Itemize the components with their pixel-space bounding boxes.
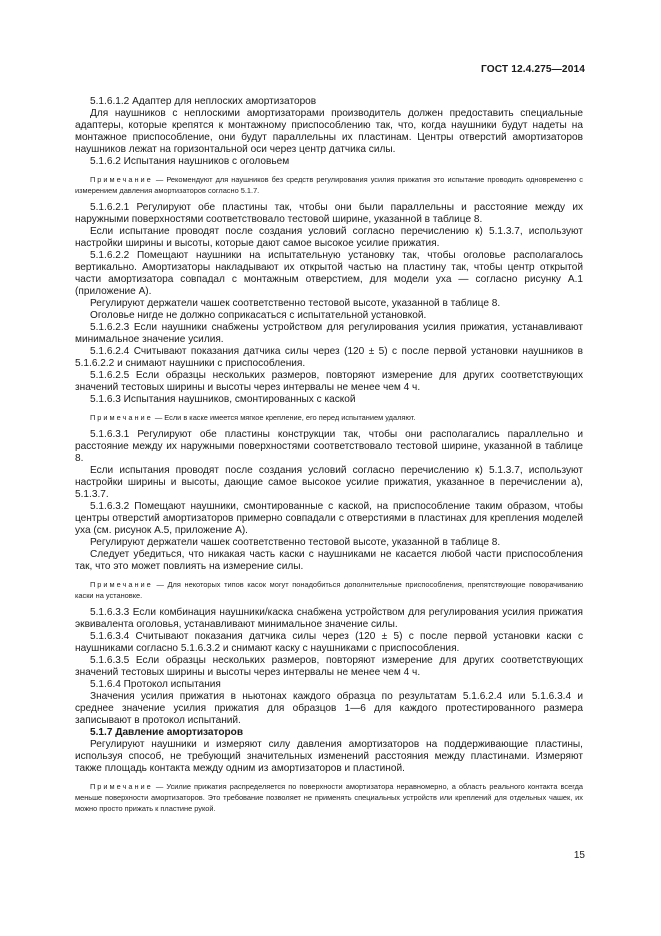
paragraph: Следует убедиться, что никакая часть каски с наушниками не касается любой части приспособления так, что это может повлиять на измерение силы. — [75, 549, 583, 572]
note-lead: Примечание — [90, 175, 153, 184]
note-text: — Усилие прижатия распределяется по поверхности амортизатора неравномерно, а область реального контакта всегда меньше поверхности амортизаторов. Это требование позволяет не применять специальных устройств или креплений для отдельных чашек, их можно просто прижать к пластине рукой. — [75, 782, 583, 813]
note — [75, 579, 583, 601]
section-heading: 5.1.7 Давление амортизаторов — [90, 727, 244, 738]
subsection-heading: 5.1.6.4 Протокол испытания — [90, 679, 221, 690]
paragraph: Если испытание проводят после создания условий согласно перечислению к) 5.1.3.7, используют настройки ширины и высоты, которые дают самое высокое усилие прижатия. — [75, 226, 583, 249]
paragraph: Если испытания проводят после создания условий согласно перечислению к) 5.1.3.7, используют настройки ширины и высоты, дающие самое высокое усилие прижатия, указанное в перечислении а), 5.1.3.7. — [75, 465, 583, 500]
page-number: 15 — [573, 850, 585, 861]
paragraph: Регулируют держатели чашек соответственно тестовой высоте, указанной в таблице 8. — [90, 537, 501, 548]
paragraph: 5.1.6.3.3 Если комбинация наушники/каска снабжена устройством для регулирования усилия прижатия эквивалента оголовья, устанавливают минимальное значение силы. — [75, 607, 583, 630]
note-lead: Примечание — [90, 580, 153, 589]
subsection-heading: 5.1.6.3 Испытания наушников, смонтированных с каской — [90, 394, 356, 405]
subsection-heading: 5.1.6.2 Испытания наушников с оголовьем — [90, 156, 290, 167]
note — [75, 781, 583, 814]
note — [75, 174, 583, 196]
paragraph: 5.1.6.3.1 Регулируют обе пластины конструкции так, чтобы они располагались параллельно и расстояние между их наружными поверхностями соответствовало тестовой ширине, указанной в таблице 8. — [75, 429, 583, 464]
note-text: — Рекомендуют для наушников без средств регулирования усилия прижатия это испытание проводить одновременно с измерением давления амортизаторов согласно 5.1.7. — [75, 175, 583, 195]
paragraph: 5.1.6.2.3 Если наушники снабжены устройством для регулирования усилия прижатия, устанавливают минимальное значение усилия. — [75, 322, 583, 345]
paragraph: Для наушников с неплоскими амортизаторами производитель должен предоставить специальные адаптеры, которые крепятся к монтажному приспособлению так, что, когда наушники будут надеты на монтажное приспособление, они будут параллельны их пластинам. Центры отверстий амортизаторов наушников лежат на горизонтальной оси через центр датчика силы. — [75, 108, 583, 155]
note-lead: Примечание — [90, 413, 153, 422]
paragraph: Оголовье нигде не должно соприкасаться с испытательной установкой. — [90, 310, 427, 321]
paragraph: Регулируют держатели чашек соответственно тестовой высоте, указанной в таблице 8. — [90, 298, 501, 309]
document-body — [75, 96, 583, 820]
paragraph: 5.1.6.3.2 Помещают наушники, смонтированные с каской, на приспособление таким образом, чтобы центры отверстий амортизаторов примерно совпадали с отверстиями в пластинах для крепления моделей уха (см. рисунок А.5, приложение А). — [75, 501, 583, 536]
paragraph: 5.1.6.3.5 Если образцы нескольких размеров, повторяют измерение для других соответствующих значений тестовых ширины и высоты через интервалы не менее чем 4 ч. — [75, 655, 583, 678]
paragraph: 5.1.6.1.2 Адаптер для неплоских амортизаторов — [90, 96, 317, 107]
paragraph: 5.1.6.3.4 Считывают показания датчика силы через (120 ± 5) с после первой установки каски с наушниками согласно 5.1.6.3.2 и снимают каску с наушниками с приспособления. — [75, 631, 583, 654]
note-lead: Примечание — [90, 782, 153, 791]
standard-code-header: ГОСТ 12.4.275—2014 — [480, 64, 585, 75]
paragraph: Регулируют наушники и измеряют силу давления амортизаторов на поддерживающие пластины, используя способ, не требующий значительных изменений расстояния между пластинами. Измеряют также площадь контакта между одним из амортизаторов и пластиной. — [75, 739, 583, 774]
paragraph: 5.1.6.2.5 Если образцы нескольких размеров, повторяют измерение для других соответствующих значений тестовых ширины и высоты через интервалы не менее чем 4 ч. — [75, 370, 583, 393]
paragraph: 5.1.6.2.2 Помещают наушники на испытательную установку так, чтобы оголовье располагалось вертикально. Амортизаторы накладывают их открытой частью на пластину так, чтобы центр открытой части амортизатора совпадал с монтажным отверстием, для модели уха — согласно рисунку А.1 (приложение А). — [75, 250, 583, 297]
paragraph: Значения усилия прижатия в ньютонах каждого образца по результатам 5.1.6.2.4 или 5.1.6.3.4 и среднее значение усилия прижатия для образцов 1—6 для каждого протестированного размера записывают в протокол испытаний. — [75, 691, 583, 726]
note — [75, 412, 583, 423]
paragraph: 5.1.6.2.1 Регулируют обе пластины так, чтобы они были параллельны и расстояние между их наружными поверхностями соответствовало тестовой ширине, указанной в таблице 8. — [75, 202, 583, 225]
note-text: — Если в каске имеется мягкое крепление, его перед испытанием удаляют. — [152, 413, 416, 422]
paragraph: 5.1.6.2.4 Считывают показания датчика силы через (120 ± 5) с после первой установки наушников в 5.1.6.2.2 и снимают наушники с приспособления. — [75, 346, 583, 369]
note-text: — Для некоторых типов касок могут понадобиться дополнительные приспособления, препятствующие поворачиванию каски на установке. — [75, 580, 583, 600]
